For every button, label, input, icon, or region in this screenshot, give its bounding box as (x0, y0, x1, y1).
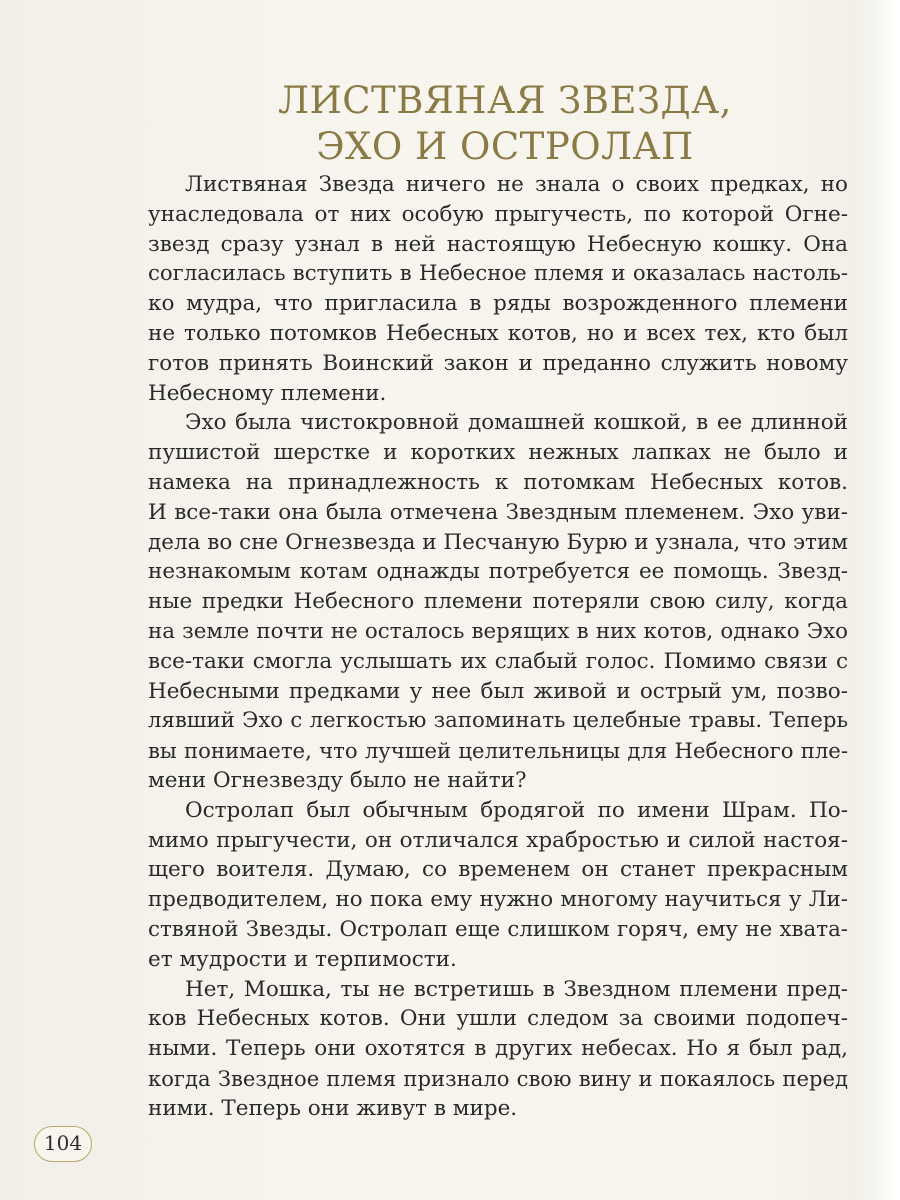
text-line: мени Огнезвезду было не найти? (148, 767, 527, 793)
text-line: ствяной Звезды. Остролап еще слишком горяч, ему не хвата- (148, 916, 848, 942)
text-line: унаследовала от них особую прыгучесть, по которой Огне- (148, 201, 848, 227)
text-line: согласилась вступить в Небесное племя и оказалась настоль- (148, 261, 848, 287)
text-line: Нет, Мошка, ты не встретишь в Звездном племени пред- (185, 976, 848, 1002)
chapter-title-line: ЛИСТВЯНАЯ ЗВЕЗДА, (278, 79, 732, 122)
page-edge-highlight (874, 0, 900, 1200)
text-line: звезд сразу узнал в ней настоящую Небесную кошку. Она (148, 231, 848, 257)
text-line: Небесному племени. (148, 380, 387, 406)
body-text (148, 170, 848, 1124)
chapter-title-line: ЭХО И ОСТРОЛАП (316, 125, 694, 168)
page-number: 104 (34, 1126, 92, 1162)
text-line: намека на принадлежность к потомкам Небесных котов. (148, 469, 848, 495)
text-line: Остролап был обычным бродягой по имени Шрам. По- (185, 797, 848, 823)
text-line: Небесными предками у нее был живой и острый ум, позво- (148, 678, 848, 704)
chapter-title (200, 78, 810, 170)
text-line: ков Небесных котов. Они ушли следом за своими подопеч- (148, 1006, 848, 1032)
text-line: лявший Эхо с легкостью запоминать целебные травы. Теперь (148, 708, 848, 734)
text-line: все-таки смогла услышать их слабый голос. Помимо связи с (148, 648, 848, 674)
text-line: пушистой шерстке и коротких нежных лапках не было и (148, 440, 848, 466)
text-line: предводителем, но пока ему нужно многому научиться у Ли- (148, 887, 848, 913)
text-line: когда Звездное племя признало свою вину и покаялось перед (148, 1065, 848, 1091)
text-line: готов принять Воинский закон и преданно служить новому (148, 350, 848, 376)
text-line: Эхо была чистокровной домашней кошкой, в ее длинной (185, 410, 848, 436)
text-line: ные предки Небесного племени потеряли свою силу, когда (148, 589, 848, 615)
text-line: щего воителя. Думаю, со временем он станет прекрасным (148, 857, 848, 883)
text-line: ными. Теперь они охотятся в других небесах. Но я был рад, (148, 1036, 848, 1062)
text-line: Листвяная Звезда ничего не знала о своих предках, но (185, 172, 848, 197)
text-line: ними. Теперь они живут в мире. (148, 1095, 518, 1121)
text-line: вы понимаете, что лучшей целительницы для Небесного пле- (148, 738, 848, 764)
text-line: мимо прыгучести, он отличался храбростью и силой настоя- (148, 827, 848, 853)
text-line: не только потомков Небесных котов, но и всех тех, кто был (148, 320, 848, 346)
text-line: незнакомым котам однажды потребуется ее помощь. Звезд- (148, 559, 848, 585)
text-line: дела во сне Огнезвезда и Песчаную Бурю и узнала, что этим (148, 529, 848, 555)
text-line: на земле почти не осталось верящих в них котов, однако Эхо (148, 618, 848, 644)
text-line: ко мудра, что пригласила в ряды возрожденного племени (148, 291, 848, 317)
text-line: ет мудрости и терпимости. (148, 946, 457, 972)
text-line: И все-таки она была отмечена Звездным племенем. Эхо уви- (148, 499, 848, 525)
